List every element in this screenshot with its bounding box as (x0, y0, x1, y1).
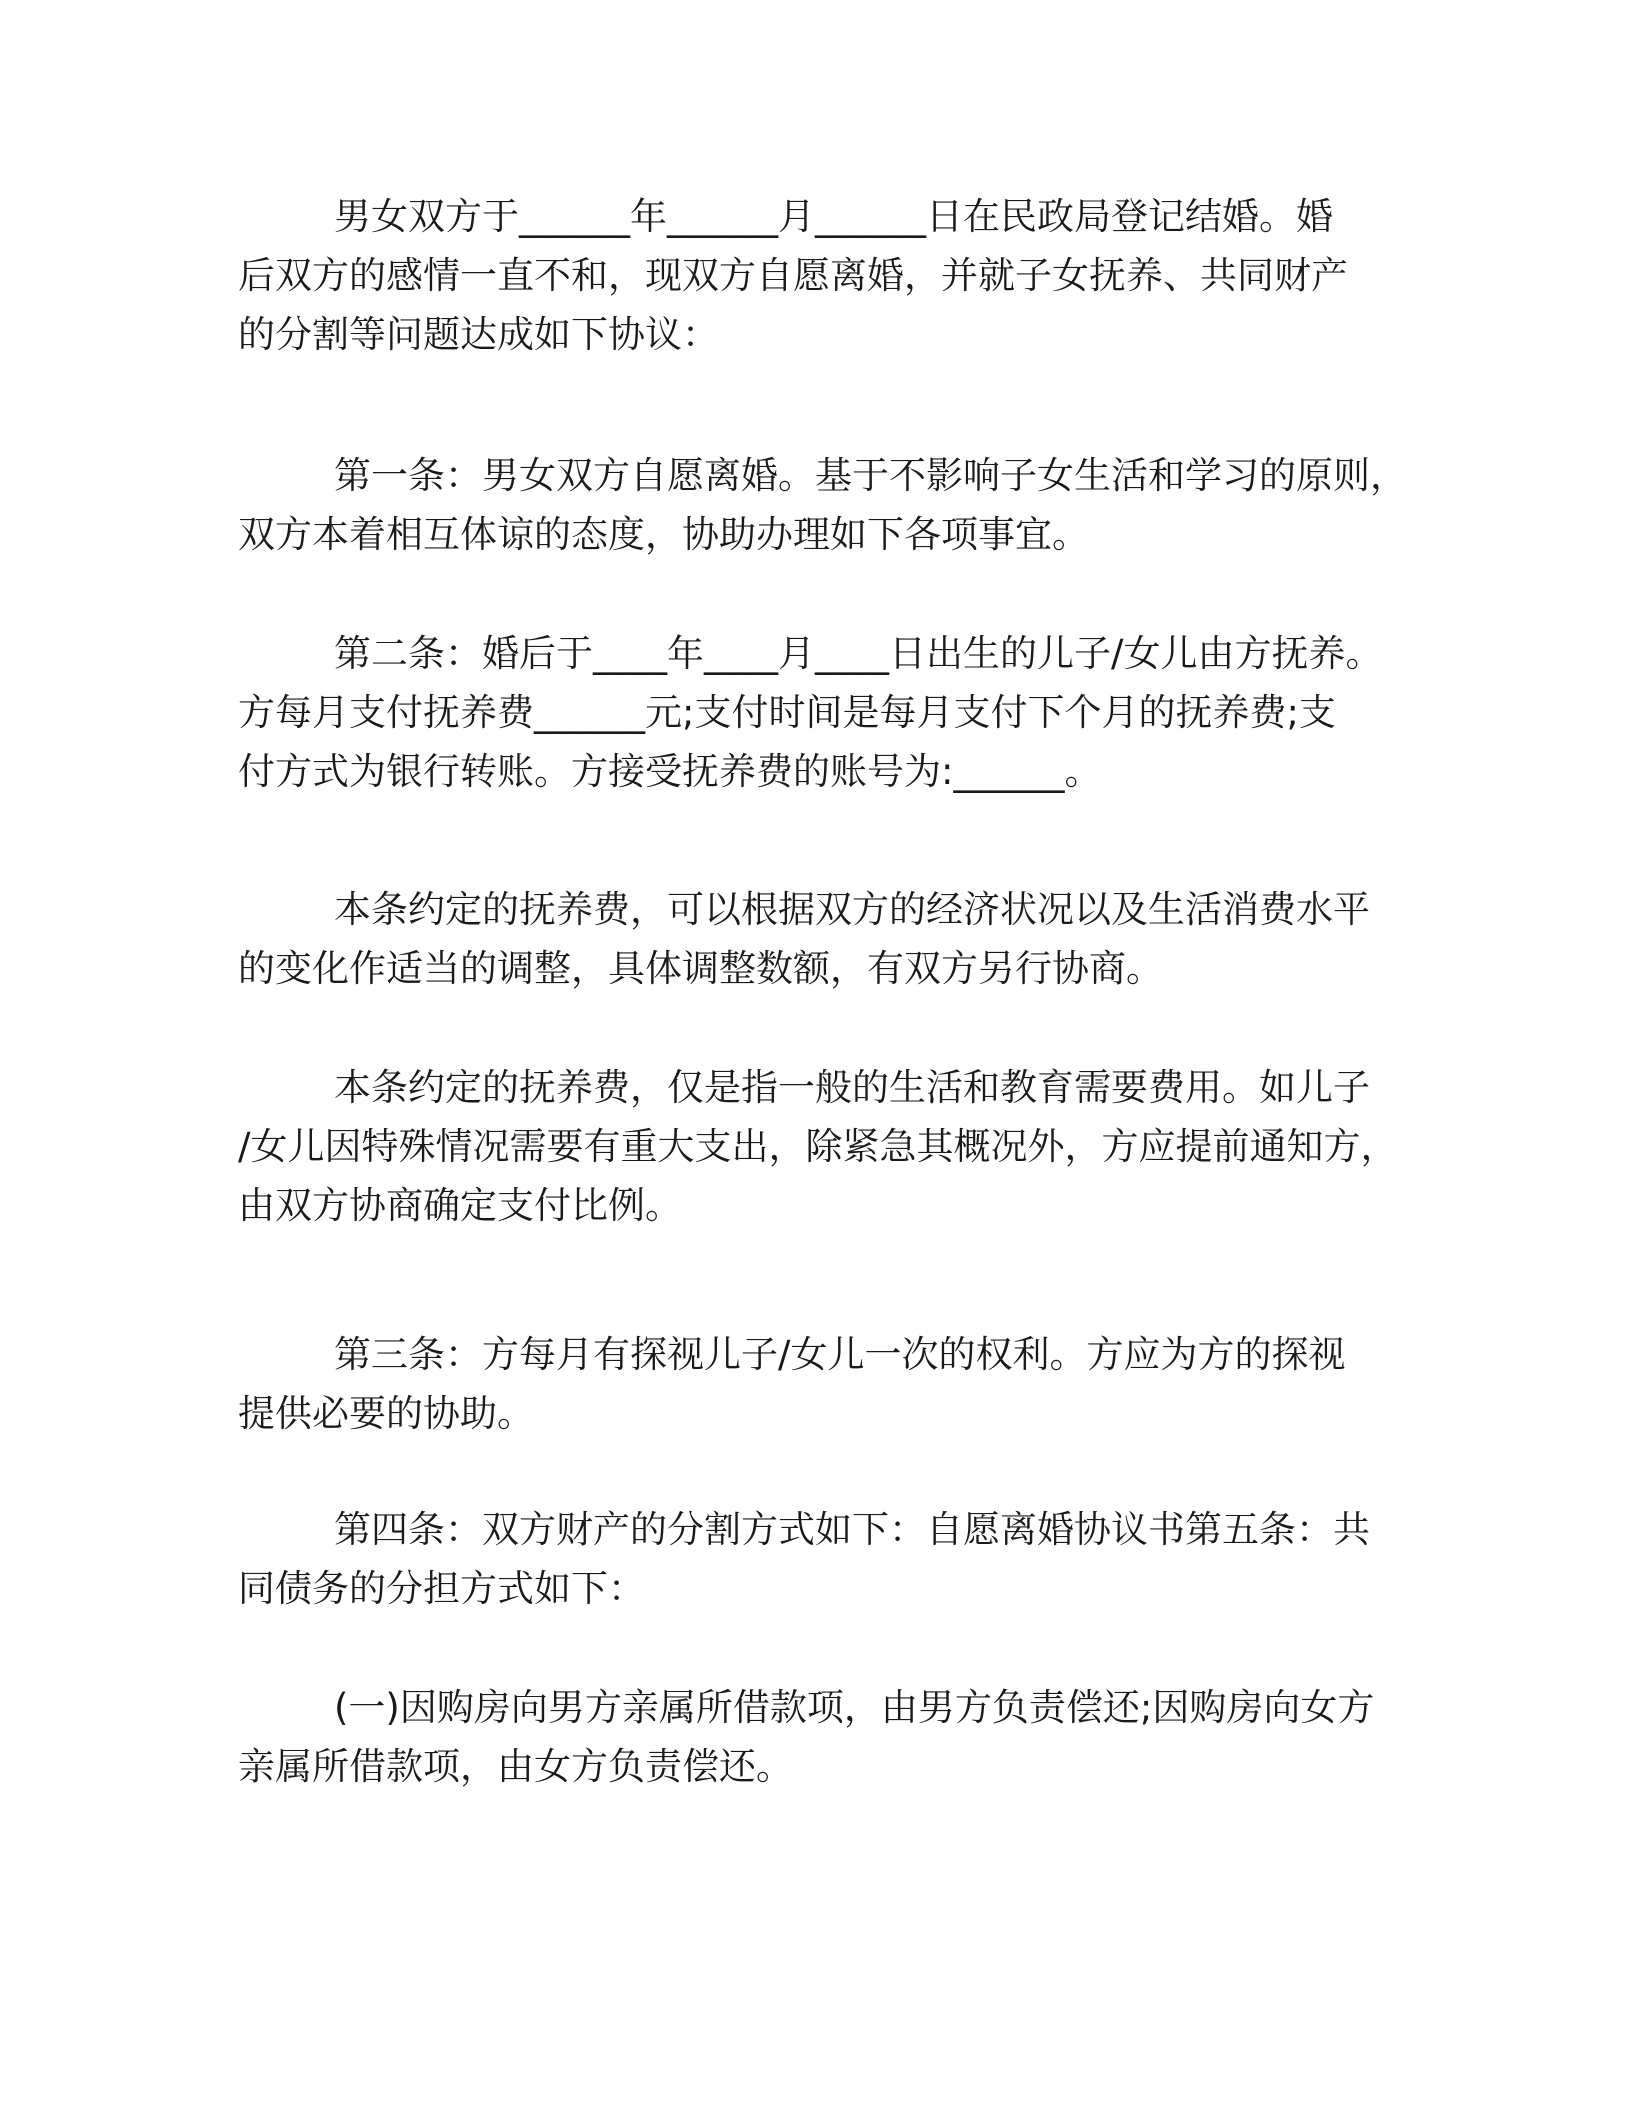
paragraph-support-scope (238, 1058, 1418, 1235)
text-line: 第三条：方每月有探视儿子/女儿一次的权利。方应为方的探视 (334, 1333, 1346, 1376)
text-line: 亲属所借款项，由女方负责偿还。 (238, 1745, 793, 1788)
text-line: 第四条：双方财产的分割方式如下：自愿离婚协议书第五条：共 (334, 1508, 1370, 1551)
text-line: 同债务的分担方式如下： (238, 1567, 645, 1610)
text-line: 双方本着相互体谅的态度，协助办理如下各项事宜。 (238, 513, 1089, 556)
text-line: 男女双方于______年______月______日在民政局登记结婚。婚 (334, 195, 1333, 238)
text-line: 本条约定的抚养费，仅是指一般的生活和教育需要费用。如儿子 (334, 1066, 1370, 1109)
paragraph-support-adjustment (238, 880, 1418, 998)
text-line: 提供必要的协助。 (238, 1392, 534, 1435)
paragraph-debt-item-1 (238, 1678, 1418, 1796)
text-line: 方每月支付抚养费______元;支付时间是每月支付下个月的抚养费;支 (238, 691, 1336, 734)
text-line: 本条约定的抚养费，可以根据双方的经济状况以及生活消费水平 (334, 888, 1370, 931)
text-line: 第二条：婚后于____年____月____日出生的儿子/女儿由方抚养。 (334, 632, 1383, 675)
paragraph-article-1 (238, 446, 1418, 564)
text-line: 第一条：男女双方自愿离婚。基于不影响子女生活和学习的原则， (334, 454, 1407, 497)
text-line: 由双方协商确定支付比例。 (238, 1184, 682, 1227)
text-line: 后双方的感情一直不和，现双方自愿离婚，并就子女抚养、共同财产 (238, 254, 1348, 297)
paragraph-article-4 (238, 1500, 1418, 1618)
text-line: 的变化作适当的调整，具体调整数额，有双方另行协商。 (238, 947, 1163, 990)
text-line: /女儿因特殊情况需要有重大支出，除紧急其概况外，方应提前通知方， (238, 1125, 1398, 1168)
paragraph-article-2 (238, 624, 1418, 801)
text-line: (一)因购房向男方亲属所借款项，由男方负责偿还;因购房向女方 (334, 1686, 1375, 1729)
text-line: 付方式为银行转账。方接受抚养费的账号为:______。 (238, 750, 1102, 793)
paragraph-article-3 (238, 1325, 1418, 1443)
paragraph-intro (238, 187, 1418, 364)
text-line: 的分割等问题达成如下协议： (238, 313, 719, 356)
